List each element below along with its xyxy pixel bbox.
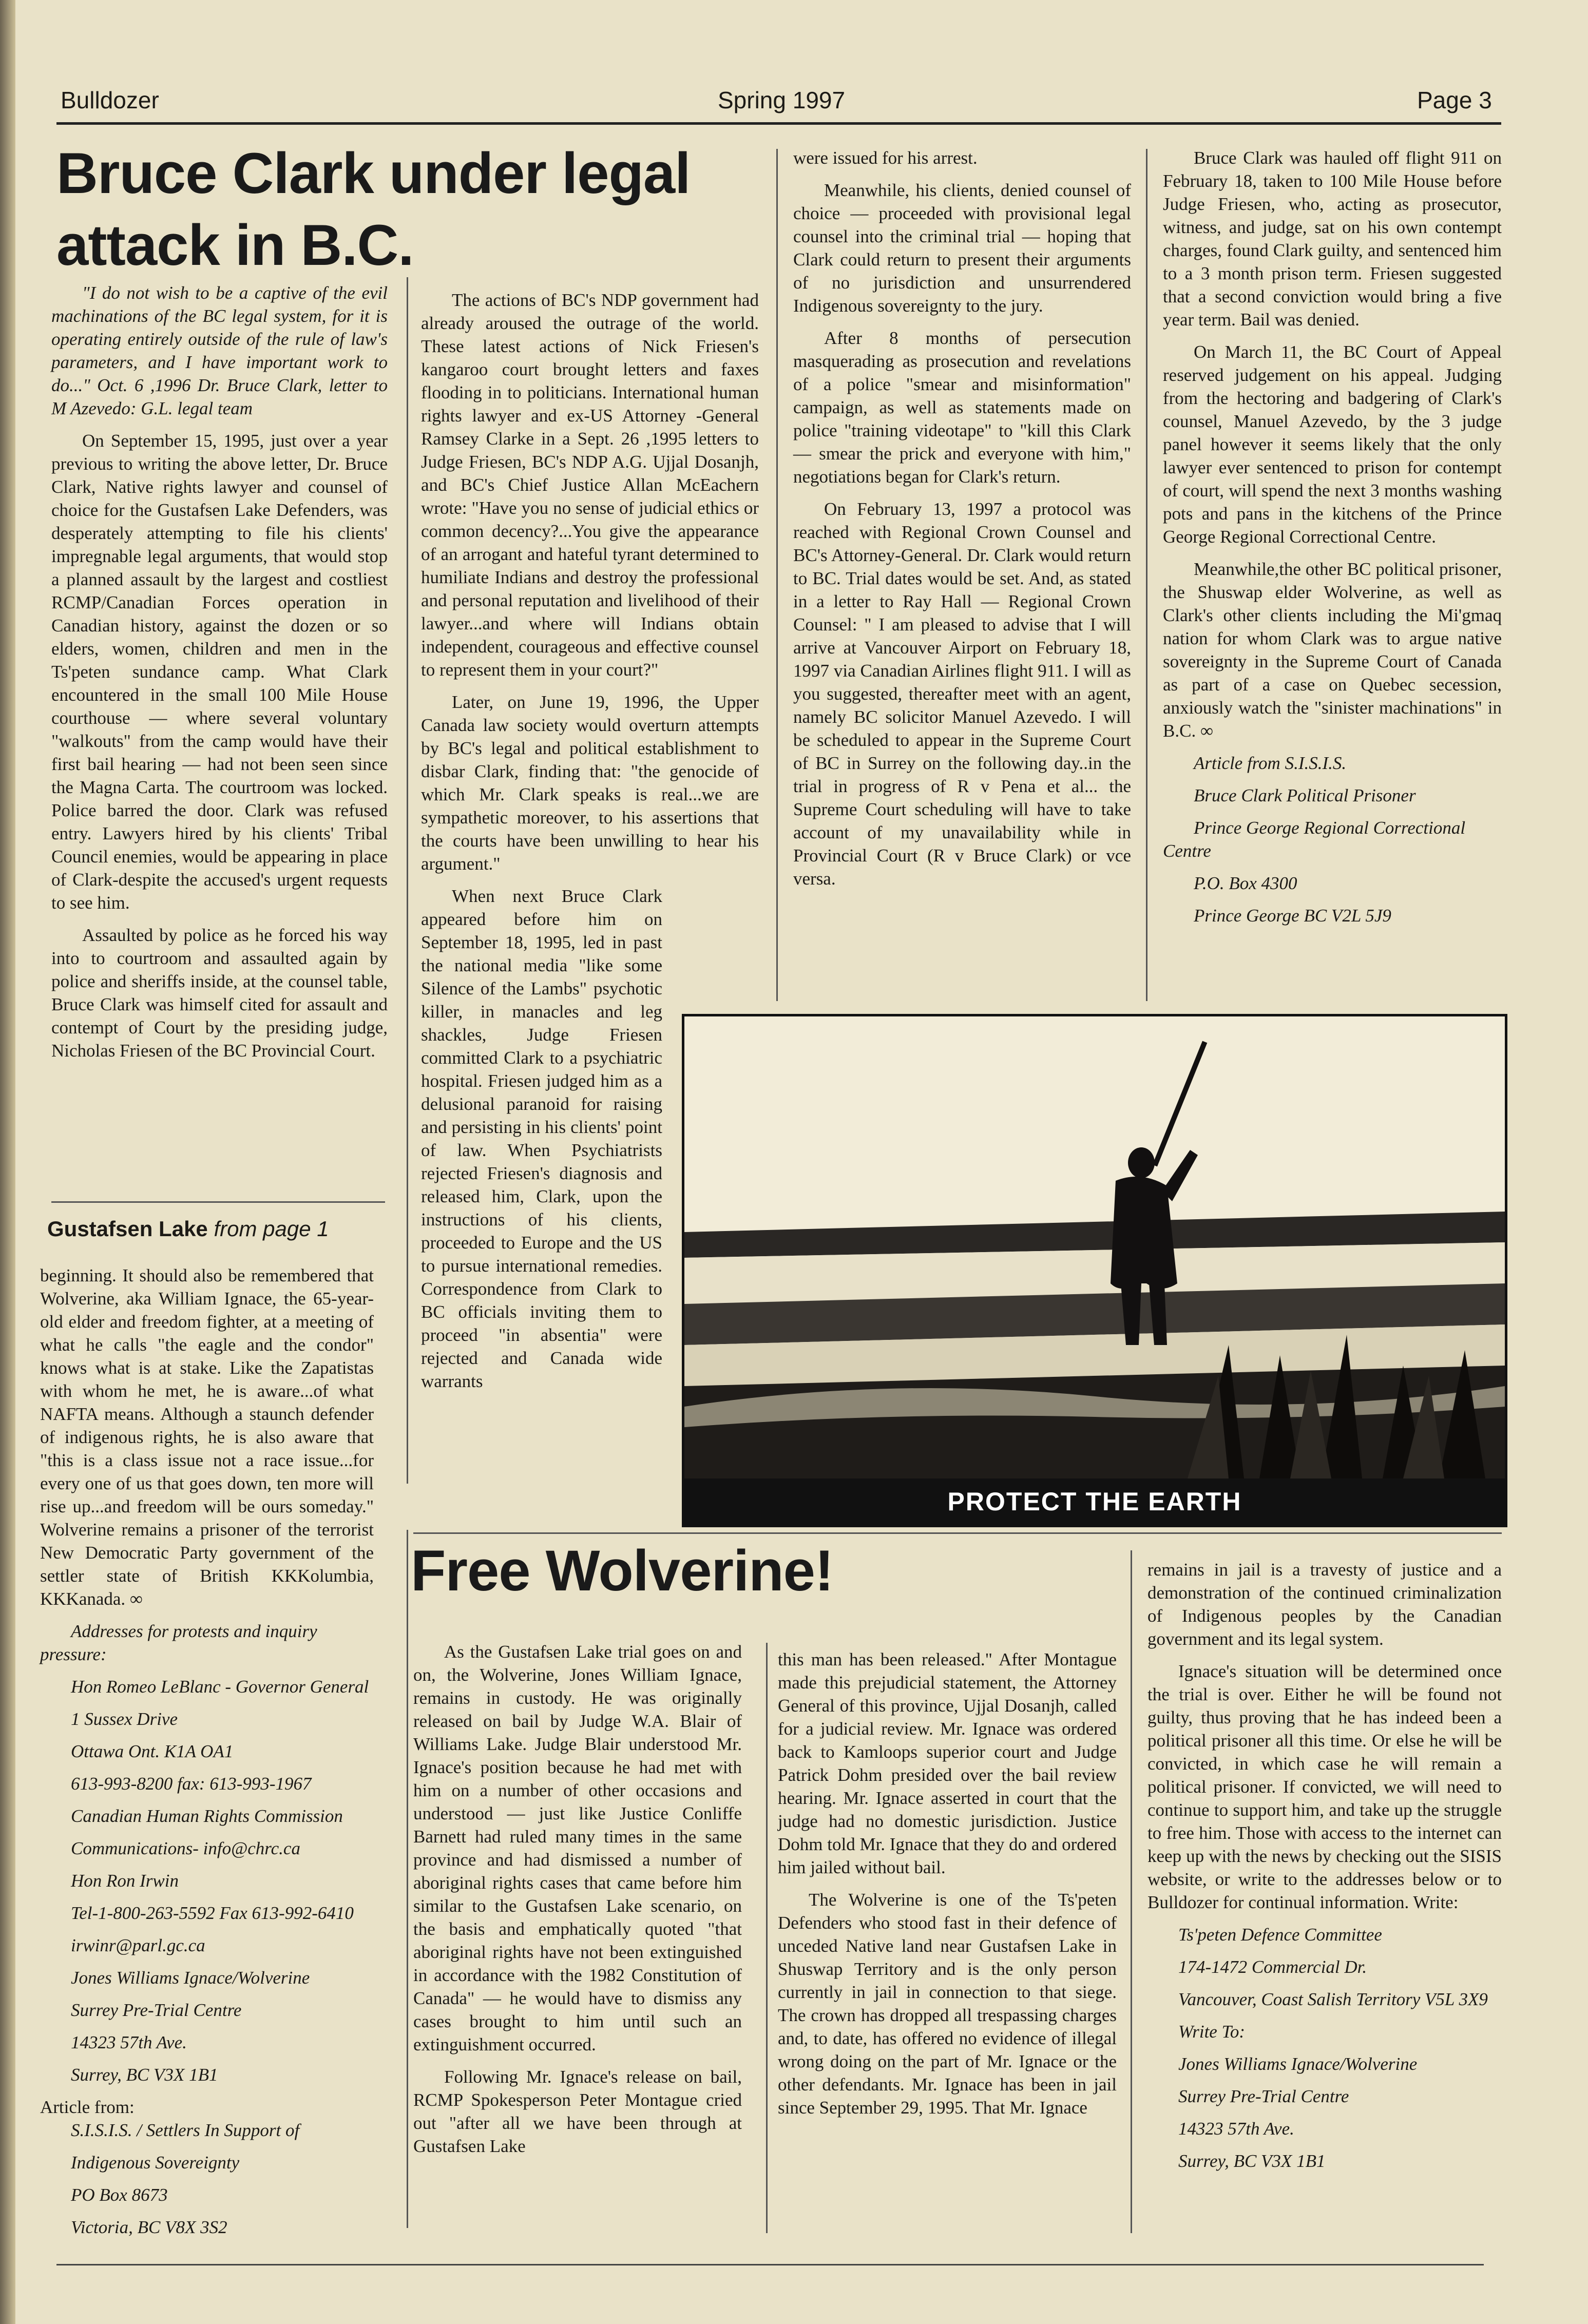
address-line: Surrey, BC V3X 1B1 xyxy=(71,2065,218,2085)
image-caption: PROTECT THE EARTH xyxy=(684,1478,1505,1525)
paragraph: Bruce Clark was hauled off flight 911 on February 18, taken to 100 Mile House before Judge Friesen, who, acting as prosecutor, witness, and judge, sat on his own contempt charges, found Clark guilty, and sentenced him to a 3 month prison term. Friesen suggested that a second conviction would bring a five year term. Bail was denied. xyxy=(1163,148,1502,330)
address-line: Victoria, BC V8X 3S2 xyxy=(71,2217,227,2237)
article1-column-3 xyxy=(793,146,1131,899)
opening-quote: "I do not wish to be a captive of the evil machinations of the BC legal system, for it is operating entirely outside of the rule of law's parameters, and I have important work to do..." Oct. 6 ,1996 Dr. Bruce Clark, letter to M Azevedo: G.L. legal team xyxy=(51,283,388,418)
paragraph: After 8 months of persecution masquerading as prosecution and revelations of a police "smear and misinformation" campaign, as well as statements made on police "training videotape" to "kill this Clark — smear the prick and everyone with him," negotiations began for Clark's return. xyxy=(793,328,1131,487)
human-rights-address xyxy=(40,1804,374,1957)
paragraph: Meanwhile,the other BC political prisoner, the Shuswap elder Wolverine, as well as Clark's other clients including the Mi'gmaq nation for whom Clark was to argue native sovereignty in the Supreme Court of Canada as part of a case on Quebec secession, anxiously watch the "sinister machinations" in B.C. ∞ xyxy=(1163,559,1502,741)
address-line: Jones Williams Ignace/Wolverine xyxy=(1178,2054,1418,2074)
publication-name: Bulldozer xyxy=(61,87,159,113)
article-source: Article from S.I.S.I.S. xyxy=(1194,753,1347,773)
address-line: 613-993-8200 fax: 613-993-1967 xyxy=(71,1774,312,1794)
article2-column-1 xyxy=(413,1640,742,2167)
column-divider xyxy=(407,277,408,1484)
paragraph: were issued for his arrest. xyxy=(793,148,978,168)
column-divider xyxy=(1146,149,1147,1001)
addresses-intro: Addresses for protests and inquiry pressure: xyxy=(40,1621,317,1664)
paragraph: this man has been released." After Montague made this prejudicial statement, the Attorney General of this province, Ujjal Dosanjh, called for a judicial review. Mr. Ignace was ordered back to Kamloops superior court and Judge Patrick Dohm presided over the bail review hearing. Mr. Ignace asserted in court that the judge had no domestic jurisdiction. Justice Dohm told Mr. Ignace that they do and ordered him jailed without bail. xyxy=(778,1649,1117,1877)
address-line: 14323 57th Ave. xyxy=(1178,2119,1294,2139)
address-line: Vancouver, Coast Salish Territory V5L 3X9 xyxy=(1178,1989,1488,2009)
paragraph: beginning. It should also be remembered that Wolverine, aka William Ignace, the 65-year-old elder and freedom fighter, at a meeting of what he calls "the eagle and the condor" knows what is at stake. Like the Zapatistas with whom he met, he is aware...of what NAFTA means. Although a staunch defender of indigenous rights, he is also aware that "this is a class issue not a race issue...for every one of us that goes down, ten more will rise up...and freedom will be ours someday." Wolverine remains a prisoner of the terrorist New Democratic Party government of the settler state of British KKKolumbia, KKKanada. ∞ xyxy=(40,1265,374,1609)
address-line: Jones Williams Ignace/Wolverine xyxy=(71,1968,310,1988)
governor-address xyxy=(40,1675,374,1795)
paragraph: Ignace's situation will be determined once the trial is over. Either he will be found not guilty, thus proving that he has indeed been a political prisoner all this time. Or else he will be convicted, in which case he will remain a political prisoner. If convicted, we will need to continue to support him, and take up the struggle to free him. Those with access to the internet can keep up with the news by checking out the SISIS website, or write to the addresses below or to Bulldozer for continual information. Write: xyxy=(1147,1661,1502,1912)
address-line: irwinr@parl.gc.ca xyxy=(71,1935,205,1955)
address-line: S.I.S.I.S. / Settlers In Support of xyxy=(71,2120,300,2140)
column-divider xyxy=(776,149,778,1001)
paragraph: The Wolverine is one of the Ts'peten Defenders who stood fast in their defence of unceded Native land near Gustafsen Lake in Shuswap Territory and is the only person currently in jail in connection to that siege. The crown has dropped all trespassing charges and, to date, has offered no evidence of illegal wrong doing on the part of Mr. Ignace or the other defendants. Mr. Ignace has been in jail since September 29, 1995. That Mr. Ignace xyxy=(778,1890,1117,2118)
address-line: Surrey Pre-Trial Centre xyxy=(71,2000,242,2020)
paragraph: Meanwhile, his clients, denied counsel of choice — proceeded with provisional legal counsel into the criminal trial — hoping that Clark could return to present their arguments of no jurisdiction and unsurrendered Indigenous sovereignty to the jury. xyxy=(793,180,1131,316)
header-divider xyxy=(56,122,1501,125)
paragraph: As the Gustafsen Lake trial goes on and on, the Wolverine, Jones William Ignace, remains in custody. He was originally released on bail by Judge W.A. Blair of Williams Lake. Judge Blair understood Mr. Ignace's position because he had met with him on a number of other occasions and understood — just like Justice Conliffe Barnett had ruled many times in the same province and had dismissed a number of aboriginal rights cases that came before him similar to the Gustafsen Lake scenario, on the basis and emphatically quoted "that aboriginal rights have not been extinguished in accordance with the 1982 Constitution of Canada" — he would have to dismiss any cases brought to him until such an extinguishment occurred. xyxy=(413,1642,742,2054)
address-line: Bruce Clark Political Prisoner xyxy=(1194,785,1416,805)
wolverine-address xyxy=(1147,2052,1502,2173)
paragraph: Later, on June 19, 1996, the Upper Canada law society would overturn attempts by BC's legal and political establishment to disbar Clark, finding that: "the genocide of which Mr. Clark speaks is real...we are sympathetic moreover, to his assertions that the courts have been unwilling to hear his argument." xyxy=(421,692,759,874)
section-divider xyxy=(51,1201,385,1203)
paragraph: On February 13, 1997 a protocol was reached with Regional Crown Counsel and BC's Attorney-General. Dr. Clark would return to BC. Trial dates would be set. And, as stated in a letter to Ray Hall — Regional Crown Counsel: " I am pleased to advise that I will arrive at Vancouver Airport on February 18, 1997 via Canadian Airlines flight 911. I will as you suggested, thereafter meet with an agent, namely BC solicitor Manuel Azevedo. I will be scheduled to appear in the Supreme Court of BC in Surrey on the following day..in the trial in progress of R v Pena et al... the Supreme Court scheduling will have to take account of my unavailability while in Provincial Court (R v Bruce Clark) or vce versa. xyxy=(793,499,1131,889)
page-number: Page 3 xyxy=(1417,87,1492,113)
address-line: Hon Ron Irwin xyxy=(71,1871,179,1891)
paragraph: Following Mr. Ignace's release on bail, RCMP Spokesperson Peter Montague cried out "after all we have been through at Gustafsen Lake xyxy=(413,2067,742,2156)
page-edge xyxy=(0,0,15,2324)
article2-column-2 xyxy=(778,1648,1117,2128)
paragraph: On September 15, 1995, just over a year previous to writing the above letter, Dr. Bruce Clark, Native rights lawyer and counsel of choice for the Gustafsen Lake Defenders, was desperately attempting to file his clients' impregnable legal arguments, that would stop a planned assault by the largest and costliest RCMP/Canadian Forces operation in Canadian history, against the dozen or so elders, women, children and men in the Ts'peten sundance camp. What Clark encountered in the small 100 Mile House courthouse — where several voluntary "walkouts" from the camp would have their first bail hearing — had not been seen since the Magna Carta. The courtroom was locked. Police barred the door. Clark was refused entry. Lawyers hired by his clients' Tribal Council enemies, would be appearing in place of Clark-despite the accused's urgent requests to see him. xyxy=(51,431,388,913)
headline-line-1: Bruce Clark under legal xyxy=(56,141,691,205)
column-divider xyxy=(1131,1550,1132,2233)
article1-column-1 xyxy=(51,281,388,1071)
footer-divider xyxy=(56,2264,1484,2265)
continuation-reference: from page 1 xyxy=(214,1217,329,1241)
column-divider xyxy=(766,1643,768,2233)
address-line: PO Box 8673 xyxy=(71,2185,168,2205)
issue-date: Spring 1997 xyxy=(718,87,846,113)
gustafsen-column xyxy=(40,1264,374,2248)
address-line: Ottawa Ont. K1A OA1 xyxy=(71,1741,234,1761)
article-from-label: Article from: xyxy=(40,2097,135,2117)
continuation-title: Gustafsen Lake xyxy=(47,1217,208,1241)
address-line: Indigenous Sovereignty xyxy=(71,2153,240,2173)
landscape-illustration xyxy=(684,1016,1505,1525)
address-line: Surrey, BC V3X 1B1 xyxy=(1178,2151,1326,2171)
paragraph: On March 11, the BC Court of Appeal reserved judgement on his appeal. Judging from the hectoring and badgering of Clark's counsel, Manuel Azevedo, by the 3 judge panel however it seems likely that the only lawyer ever sentenced to prison for contempt of court, will spend the next 3 months washing pots and pans in the kitchens of the Prince George Regional Correctional Centre. xyxy=(1163,342,1502,547)
column-divider xyxy=(407,1530,408,2228)
wolverine-address xyxy=(40,1966,374,2086)
article1-column-4 xyxy=(1163,146,1502,936)
write-to-label: Write To: xyxy=(1178,2022,1245,2042)
paragraph: When next Bruce Clark appeared before him on September 18, 1995, led in past the national media "like some Silence of the Lambs" psychotic killer, in manacles and leg shackles, Judge Friesen committed Clark to a psychiatric hospital. Friesen judged him as a delusional paranoid for raising and persisting in his clients' point of law. When Psychiatrists rejected Friesen's diagnosis and released him, Clark, upon the instructions of his clients, proceeded to Europe and the US to pursue international remedies. Correspondence from Clark to BC officials inviting them to proceed "in absentia" were rejected and Canada wide warrants xyxy=(421,886,662,1391)
continuation-heading xyxy=(47,1217,329,1241)
address-line: P.O. Box 4300 xyxy=(1194,873,1297,893)
paragraph: Assaulted by police as he forced his way into to courtroom and assaulted again by police and sheriffs inside, at the counsel table, Bruce Clark was himself cited for assault and contempt of Court by the presiding judge, Nicholas Friesen of the BC Provincial Court. xyxy=(51,925,388,1061)
address-line: 14323 57th Ave. xyxy=(71,2032,187,2052)
article2-column-3 xyxy=(1147,1558,1502,2182)
sisis-address xyxy=(40,2119,374,2239)
article-headline xyxy=(56,138,690,281)
headline-line-2: attack in B.C. xyxy=(56,213,414,277)
defence-committee-address xyxy=(1147,1923,1502,2011)
address-line: Canadian Human Rights Commission xyxy=(71,1806,343,1826)
prisoner-address xyxy=(1163,784,1502,927)
address-line: Hon Romeo LeBlanc - Governor General xyxy=(71,1677,369,1697)
paragraph: remains in jail is a travesty of justice and a demonstration of the continued criminalization of Indigenous peoples by the Canadian government and its legal system. xyxy=(1147,1560,1502,1649)
protect-the-earth-image xyxy=(682,1014,1507,1527)
address-line: Surrey Pre-Trial Centre xyxy=(1178,2086,1349,2106)
address-line: Tel-1-800-263-5592 Fax 613-992-6410 xyxy=(71,1903,354,1923)
address-line: Communications- info@chrc.ca xyxy=(71,1838,300,1858)
address-line: Ts'peten Defence Committee xyxy=(1178,1925,1382,1945)
address-line: 1 Sussex Drive xyxy=(71,1709,178,1729)
address-line: 174-1472 Commercial Dr. xyxy=(1178,1957,1367,1977)
paragraph: The actions of BC's NDP government had already aroused the outrage of the world. These latest actions of Nick Friesen's kangaroo court brought letters and faxes flooding in to politicians. International human rights lawyer and ex-US Attorney -General Ramsey Clarke in a Sept. 26 ,1995 letters to Judge Friesen, BC's NDP A.G. Ujjal Dosanjh, and BC's Chief Justice Allan McEachern wrote: "Have you no sense of judicial ethics or common decency?...You give the appearance of an arrogant and hateful tyrant determined to humiliate Indians and destroy the professional and personal reputation and livelihood of their lawyer...and where will Indians obtain independent, courageous and effective counsel to represent them in your court?" xyxy=(421,290,759,680)
address-line: Prince George BC V2L 5J9 xyxy=(1194,906,1391,926)
article-headline: Free Wolverine! xyxy=(411,1539,834,1603)
address-line: Prince George Regional Correctional Centre xyxy=(1163,818,1466,861)
section-divider xyxy=(413,1532,1502,1534)
